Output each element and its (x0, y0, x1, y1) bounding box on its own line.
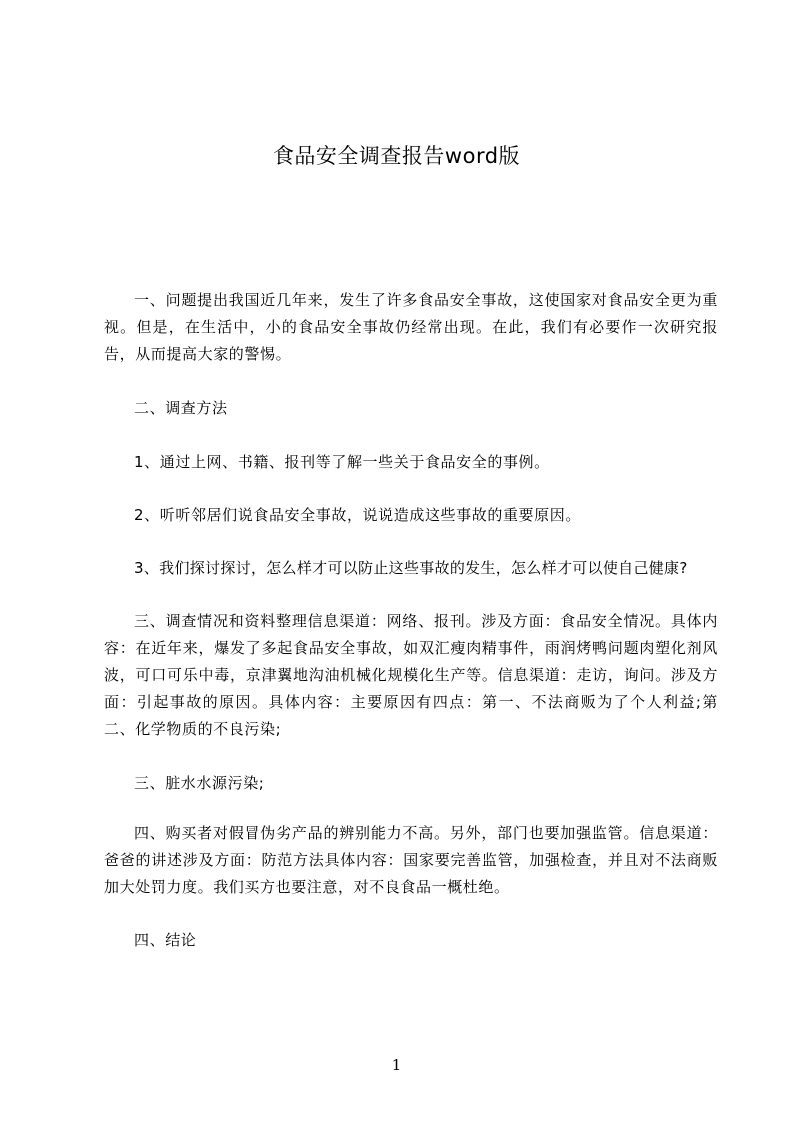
paragraph-method-2: 2、听听邻居们说食品安全事故，说说造成这些事故的重要原因。 (134, 506, 581, 524)
document-title: 食品安全调查报告word版 (272, 144, 521, 168)
heading-conclusion: 四、结论 (134, 931, 197, 949)
paragraph-method-1: 1、通过上网、书籍、报刊等了解一些关于食品安全的事例。 (134, 453, 550, 471)
heading-survey-method: 二、调查方法 (134, 399, 228, 417)
paragraph-method-3: 3、我们探讨探讨，怎么样才可以防止这些事故的发生，怎么样才可以使自己健康? (134, 559, 688, 577)
paragraph-survey-findings: 三、调查情况和资料整理信息渠道：网络、报刊。涉及方面：食品安全情况。具体内容：在近年来，爆发了多起食品安全事故，如双汇瘦肉精事件，雨润烤鸭问题肉塑化剂风波，可口可乐中毒，京津翼地沟油机械化规模化生产等。信息渠道：走访，询问。涉及方面：引起事故的原因。具体内容：主要原因有四点：第一、不法商贩为了个人利益;第二、化学物质的不良污染; (104, 612, 718, 738)
paragraph-buyer-awareness: 四、购买者对假冒伪劣产品的辨别能力不高。另外，部门也要加强监管。信息渠道：爸爸的讲述涉及方面：防范方法具体内容：国家要完善监管，加强检查，并且对不法商贩加大处罚力度。我们买方也要注意，对不良食品一概杜绝。 (104, 824, 718, 896)
page-number: 1 (391, 1056, 402, 1074)
paragraph-problem-statement: 一、问题提出我国近几年来，发生了许多食品安全事故，这使国家对食品安全更为重视。但是，在生活中，小的食品安全事故仍经常出现。在此，我们有必要作一次研究报告，从而提高大家的警惕。 (104, 291, 718, 363)
paragraph-water-pollution: 三、脏水水源污染; (134, 774, 265, 792)
